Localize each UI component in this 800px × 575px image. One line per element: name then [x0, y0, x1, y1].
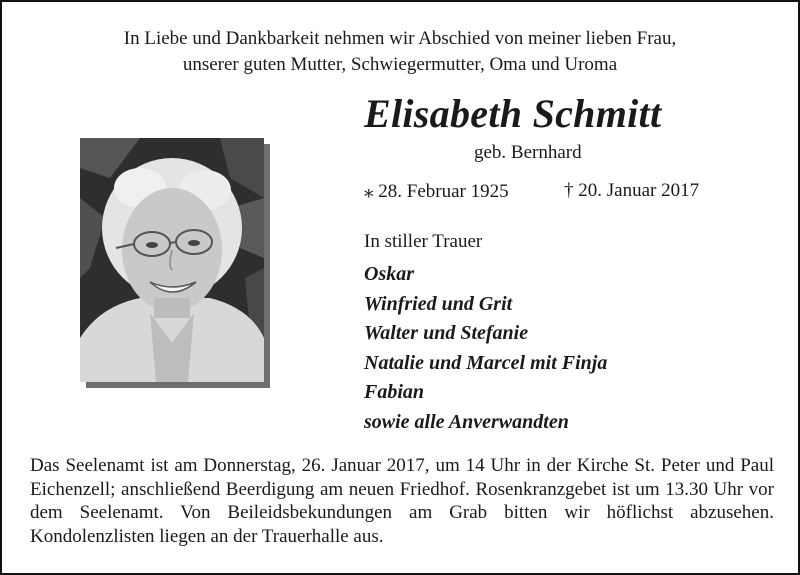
birth-name: geb. Bernhard [474, 142, 582, 163]
mourner-item: Oskar [364, 263, 415, 285]
mourner-item: Natalie und Marcel mit Finja [364, 351, 608, 374]
mourner-item: Fabian [364, 381, 425, 403]
mourners-list [364, 260, 607, 437]
mourner-item: Walter und Stefanie [364, 322, 529, 344]
portrait-photo [80, 138, 264, 382]
intro-line-1: In Liebe und Dankbarkeit nehmen wir Abschied von meiner lieben Frau, [123, 28, 677, 49]
mourner-item: Winfried und Grit [364, 292, 513, 315]
mourning-label: In stiller Trauer [364, 231, 483, 252]
mourner-item: sowie alle Anverwandten [364, 410, 569, 433]
portrait-image [80, 138, 264, 382]
intro-text [2, 26, 798, 78]
birth-date: ⁎ 28. Februar 1925 [364, 181, 509, 202]
service-details: Das Seelenamt ist am Donnerstag, 26. Januar 2017, um 14 Uhr in der Kirche St. Peter und Paul Eichenzell; anschließend Beerdigung am neuen Friedhof. Rosenkranzgebet ist um 13.30 Uhr vor dem Seelenamt. Von Beileidsbekundungen am Grab bitten wir höflichst abzusehen. Kondolenzlisten liegen an der Trauerhalle aus. [30, 455, 774, 547]
deceased-name: Elisabeth Schmitt [364, 91, 662, 136]
intro-line-2: unserer guten Mutter, Schwiegermutter, Oma und Uroma [182, 54, 618, 75]
death-date: † 20. Januar 2017 [564, 180, 700, 201]
